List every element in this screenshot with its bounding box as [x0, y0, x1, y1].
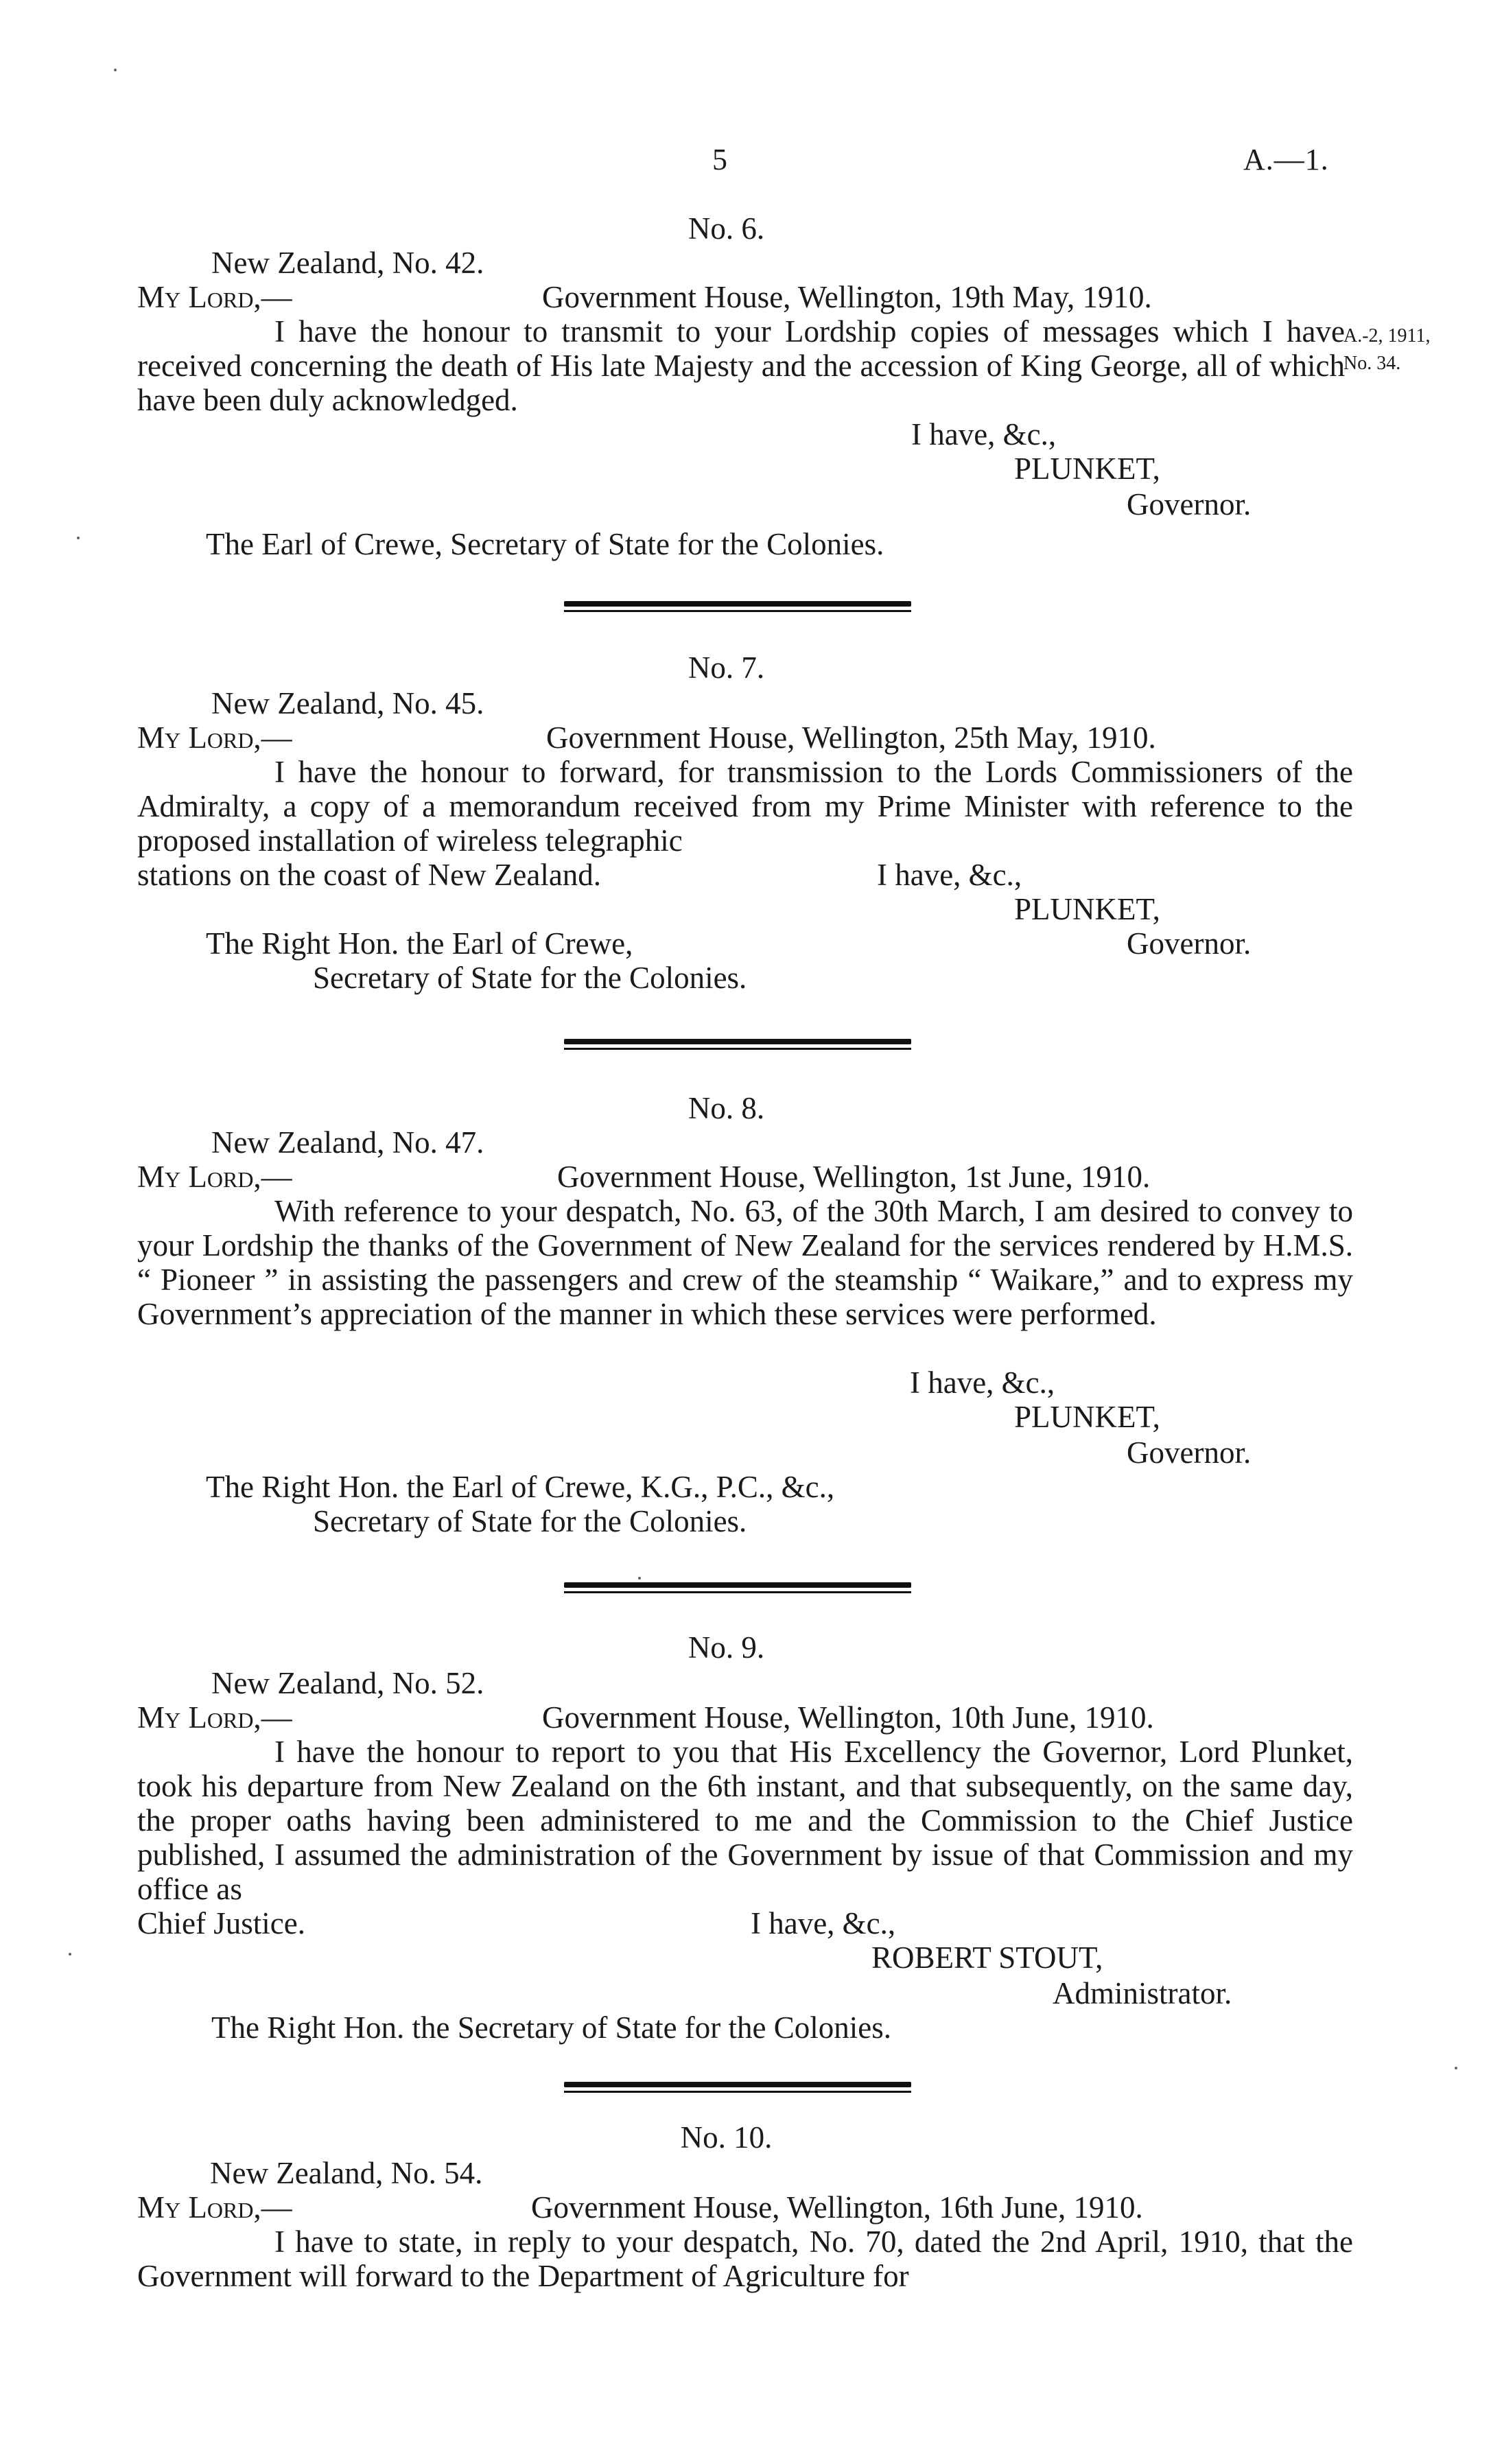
scan-speck	[114, 69, 117, 71]
signer-name: ROBERT STOUT,	[871, 1940, 1103, 1975]
signer-name: PLUNKET,	[1014, 1400, 1160, 1434]
dispatch-reference: New Zealand, No. 45.	[211, 686, 484, 720]
dispatch-reference: New Zealand, No. 47.	[211, 1125, 484, 1160]
scan-speck	[77, 537, 80, 539]
addressee-title: Secretary of State for the Colonies.	[313, 961, 747, 995]
letter-number: No. 8.	[688, 1091, 765, 1125]
letter-body: I have the honour to forward, for transmission to the Lords Commissioners of the Admiralty, a copy of a memorandum received from my Prime Minister with reference to the proposed installation of wireless telegraphic	[137, 755, 1353, 858]
dispatch-reference: New Zealand, No. 42.	[211, 246, 484, 280]
section-divider	[564, 1039, 911, 1044]
letter-body: With reference to your despatch, No. 63, of the 30th March, I am desired to convey to your Lordship the thanks of the Government of New Zealand for the services rendered by H.M.S. “ Pioneer ” in assisting the passengers and crew of the steamship “ Waikare,” and to express my Government’s appreciation of the manner in which these services were performed.	[137, 1194, 1353, 1331]
closing: I have, &c.,	[751, 1906, 896, 1940]
signer-title: Governor.	[1127, 487, 1252, 521]
signer-name: PLUNKET,	[1014, 451, 1160, 486]
scan-speck	[1455, 2067, 1457, 2069]
margin-note: A.-2, 1911,	[1343, 325, 1431, 347]
letter-number: No. 9.	[688, 1630, 765, 1665]
salutation: My Lord,—	[137, 280, 292, 314]
section-divider	[564, 601, 911, 607]
addressee: The Right Hon. the Secretary of State for the Colonies.	[211, 2010, 892, 2045]
signer-title: Governor.	[1127, 1435, 1252, 1470]
letter-number: No. 10.	[680, 2120, 773, 2155]
place-date: Government House, Wellington, 19th May, 1910.	[542, 280, 1152, 314]
closing: I have, &c.,	[910, 1365, 1055, 1400]
letter-body: I have to state, in reply to your despatch, No. 70, dated the 2nd April, 1910, that the Government will forward to the Department of Agriculture for	[137, 2225, 1353, 2293]
signer-title: Governor.	[1127, 926, 1252, 961]
scan-speck	[69, 1953, 71, 1956]
place-date: Government House, Wellington, 1st June, 1910.	[557, 1160, 1151, 1194]
section-divider	[564, 1582, 911, 1588]
addressee-title: Secretary of State for the Colonies.	[313, 1504, 747, 1538]
page-number: 5	[712, 143, 727, 176]
salutation: My Lord,—	[137, 720, 292, 755]
series-reference: A.—1.	[1243, 143, 1329, 176]
closing: I have, &c.,	[877, 858, 1022, 892]
addressee: The Earl of Crewe, Secretary of State for the Colonies.	[206, 527, 884, 561]
place-date: Government House, Wellington, 10th June, 1910.	[542, 1700, 1154, 1735]
letter-body: I have the honour to transmit to your Lordship copies of messages which I have received concerning the death of His late Majesty and the accession of King George, all of which have been duly acknowledged.	[137, 314, 1345, 417]
dispatch-reference: New Zealand, No. 54.	[210, 2156, 483, 2190]
letter-body-last-line: Chief Justice.	[137, 1906, 305, 1940]
margin-note: No. 34.	[1343, 353, 1401, 374]
section-divider	[564, 2082, 911, 2087]
salutation: My Lord,—	[137, 1160, 292, 1194]
dispatch-reference: New Zealand, No. 52.	[211, 1666, 484, 1700]
letter-number: No. 6.	[688, 211, 765, 246]
salutation: My Lord,—	[137, 2190, 292, 2225]
letter-body-last-line: stations on the coast of New Zealand.	[137, 858, 602, 892]
signer-name: PLUNKET,	[1014, 892, 1160, 926]
letter-body: I have the honour to report to you that His Excellency the Governor, Lord Plunket, took his departure from New Zealand on the 6th instant, and that subsequently, on the same day, the proper oaths having been administered to me and the Commission to the Chief Justice published, I assumed the administration of the Government by issue of that Commission and my office as	[137, 1735, 1353, 1906]
letter-number: No. 7.	[688, 650, 765, 685]
scan-speck	[638, 1577, 641, 1580]
closing: I have, &c.,	[911, 417, 1057, 451]
addressee: The Right Hon. the Earl of Crewe, K.G., P.C., &c.,	[206, 1470, 835, 1504]
salutation: My Lord,—	[137, 1700, 292, 1735]
addressee: The Right Hon. the Earl of Crewe,	[206, 926, 633, 961]
place-date: Government House, Wellington, 25th May, 1910.	[546, 720, 1156, 755]
place-date: Government House, Wellington, 16th June, 1910.	[531, 2190, 1143, 2225]
signer-title: Administrator.	[1053, 1976, 1232, 2010]
